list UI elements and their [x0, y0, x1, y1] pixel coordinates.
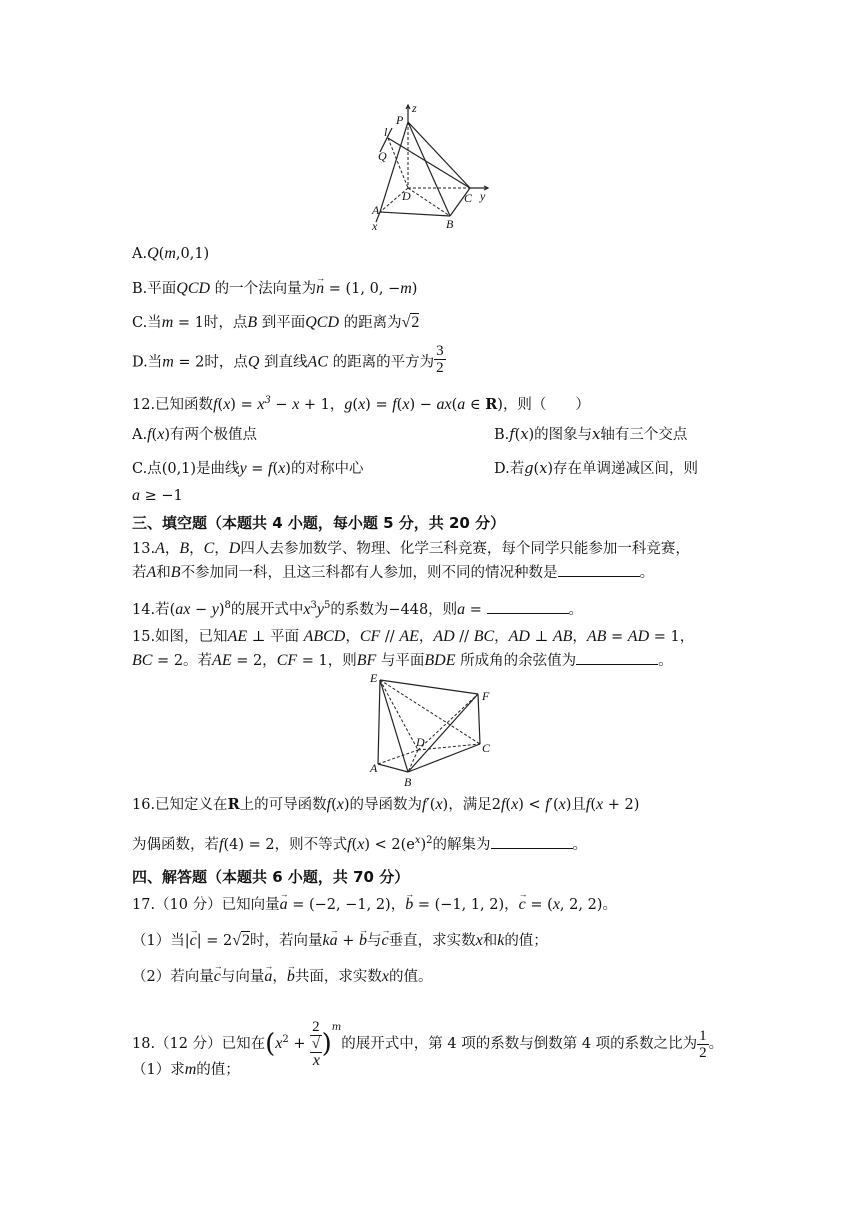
svg-text:x: x [372, 219, 378, 232]
q17-part1: （1）当|→ c| = 2√2时，若向量k→ a + → b与→ c垂直，求实数x和k的值； [132, 931, 548, 951]
svg-text:l: l [384, 125, 388, 139]
section-3-title: 三、填空题（本题共 4 小题，每小题 5 分，共 20 分） [132, 514, 506, 532]
q11-option-c: C.当m = 1时，点B 到平面QCD 的距离为√2 [132, 314, 420, 331]
svg-text:F: F [482, 689, 490, 703]
q17-part2: （2）若向量→ c与向量→ a，→ b共面，求实数x的值。 [132, 967, 432, 987]
q12-option-d-cont: a ≥ −1 [132, 487, 183, 504]
q12-option-d: D.若g(x)存在单调递减区间，则 [494, 461, 699, 477]
q12-option-c: C.点(0,1)是曲线y = f(x)的对称中心 [132, 460, 364, 477]
svg-text:C: C [482, 741, 491, 755]
svg-text:z: z [412, 104, 417, 115]
q14-answer-blank[interactable] [487, 599, 569, 614]
q11-option-d: D.当m = 2时，点Q 到直线AC 的距离的平方为 $\frac{3}{2}$ [132, 343, 444, 376]
q11-option-b: B.平面QCD 的一个法向量为→ n = (1, 0, −m) [132, 279, 417, 299]
q18-part1: （1）求m的值； [132, 1061, 240, 1078]
q13-line1: 13.A，B，C，D四人去参加数学、物理、化学三科竞赛，每个同学只能参加一科竞赛， [132, 540, 690, 557]
q12-option-b: B.f(x)的图象与x轴有三个交点 [494, 427, 688, 443]
q15-line1: 15.如图，已知AE ⊥ 平面 ABCD，CF // AE，AD // BC，AD ⊥ AB，AB = AD = 1， [132, 628, 695, 645]
solid-figure [366, 672, 496, 790]
svg-text:A: A [370, 761, 378, 775]
svg-text:Q: Q [378, 149, 387, 163]
svg-text:P: P [396, 113, 404, 127]
svg-text:B: B [404, 775, 412, 789]
svg-text:y: y [480, 189, 486, 203]
q14-line: 14.若(ax − y)$^8$的展开式中$x^3y^5$的系数为−448，则a = 。 [132, 600, 584, 618]
q16-answer-blank[interactable] [491, 834, 573, 849]
q12-option-a: A.f(x)有两个极值点 [132, 426, 257, 443]
svg-text:B: B [446, 217, 454, 231]
q18-stem: 18.（12 分）已知在($x^2$ + 2 √ x )$^m$的展开式中，第 4 项的系数与倒数第 4 项的系数之比为 $\frac{1}{2}$ 。 [132, 1019, 724, 1069]
q13-answer-blank[interactable] [558, 562, 640, 577]
pyramid-figure [366, 104, 496, 232]
q13-line2: 若A和B不参加同一科，且这三科都有人参加，则不同的情况种数是 。 [132, 564, 655, 581]
q17-stem: 17.（10 分）已知向量→ a = (−2, −1, 2)，→ b = (−1, 1, 2)，→ c = (x, 2, 2)。 [132, 895, 617, 915]
svg-text:D: D [416, 735, 425, 749]
q11-option-a: A.Q(m,0,1) [132, 245, 210, 262]
q15-answer-blank[interactable] [576, 650, 658, 665]
q16-line2: 为偶函数，若f(4) = 2，则不等式$f(x) < 2(e^x)^2$的解集为 。 [132, 835, 588, 853]
q16-line1: 16.已知定义在R上的可导函数f(x)的导函数为f′(x)，满足2f(x) < f′(x)且f(x + 2) [132, 796, 640, 813]
svg-text:C: C [464, 191, 473, 205]
section-4-title: 四、解答题（本题共 6 小题，共 70 分） [132, 868, 410, 886]
svg-text:E: E [370, 672, 378, 685]
svg-text:A: A [372, 203, 380, 217]
q15-line2: BC = 2。若AE = 2，CF = 1，则BF 与平面BDE 所成角的余弦值为 。 [132, 652, 673, 669]
svg-text:D: D [402, 189, 411, 203]
q12-stem: 12.已知函数$f(x) = x^3 - x + 1$，g(x) = f(x) − ax(a ∈ R)，则（ ） [132, 395, 590, 413]
